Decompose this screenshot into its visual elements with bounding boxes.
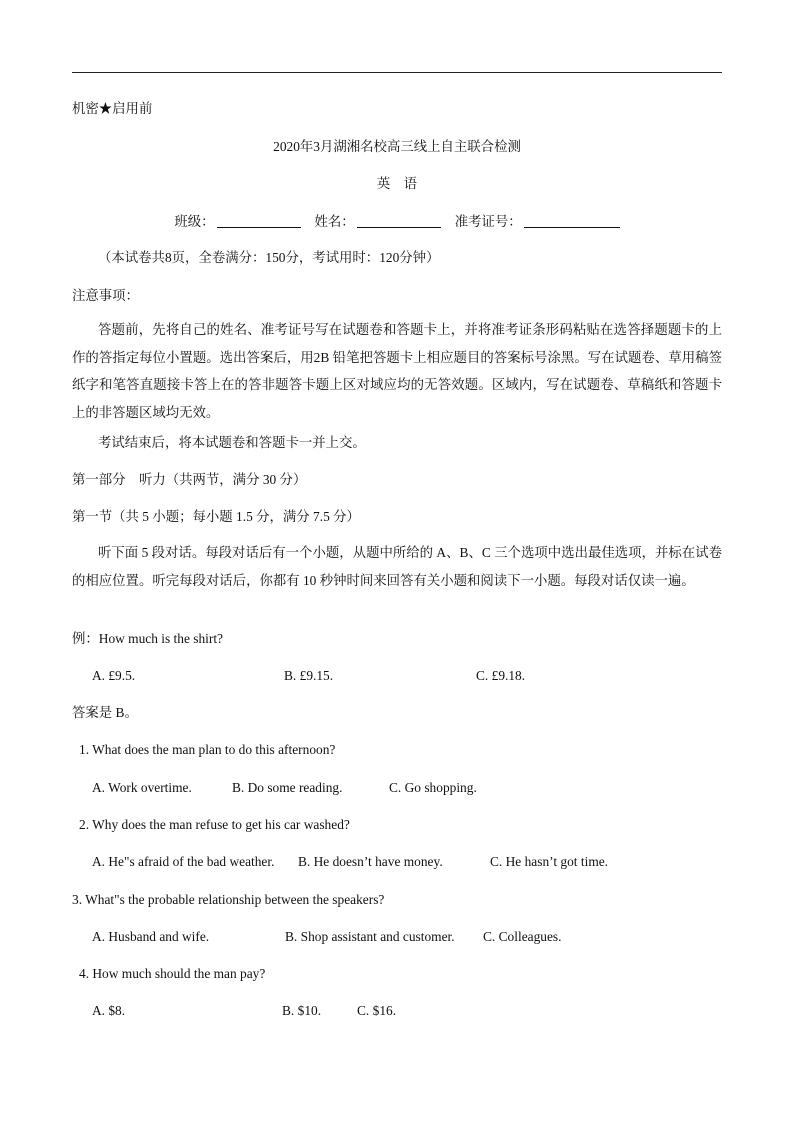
- question-3-option-b: B. Shop assistant and customer.: [285, 929, 455, 944]
- subject-title: 英 语: [376, 176, 418, 191]
- exam-title: 2020年3月湖湘名校高三线上自主联合检测: [273, 139, 521, 154]
- listening-instructions: 听下面 5 段对话。每段对话后有一个小题，从题中所给的 A、B、C 三个选项中选出最佳选项，并标在试卷的相应位置。听完每段对话后，你都有 10 秒钟时间来回答有关小题和阅读下一小题。每段对话仅读一遍。: [72, 545, 722, 588]
- notes-paragraph-1: 答题前，先将自己的姓名、准考证号写在试题卷和答题卡上，并将准考证条形码粘贴在选答择题题卡的上作的答指定每位小置题。选出答案后，用2B 铅笔把答题卡上相应题目的答案标号涂黑。写在试题卷、草用稿签纸字和笔答直题接卡答上在的答非题答卡题上区对域应均的无答效题。区域内，写在试题卷、草稿纸和答题卡上的非答题区域均无效。: [72, 322, 722, 420]
- question-1-option-c: C. Go shopping.: [389, 780, 477, 795]
- question-4-option-b: B. $10.: [282, 1003, 322, 1018]
- exam-id-blank[interactable]: [524, 213, 620, 228]
- example-option-c: C. £9.18.: [476, 668, 526, 683]
- confidential-label: 机密★启用前: [72, 101, 153, 116]
- question-2: 2. Why does the man refuse to get his car washed?: [79, 817, 350, 832]
- name-label: 姓名：: [314, 214, 355, 229]
- exam-info: （本试卷共8页，全卷满分：150分，考试用时：120分钟）: [98, 250, 440, 265]
- question-3-option-c: C. Colleagues.: [483, 929, 562, 944]
- notes-title: 注意事项：: [72, 288, 139, 303]
- notes-paragraph-2: 考试结束后，将本试题卷和答题卡一并上交。: [98, 435, 366, 450]
- question-1-option-b: B. Do some reading.: [232, 780, 343, 795]
- example-option-a: A. £9.5.: [92, 668, 136, 683]
- class-blank[interactable]: [217, 213, 301, 228]
- student-info-fields: [72, 212, 722, 232]
- example-answer: 答案是 B。: [72, 705, 138, 720]
- exam-id-label: 准考证号：: [454, 214, 522, 229]
- question-4: 4. How much should the man pay?: [79, 966, 266, 981]
- question-2-option-a: A. He"s afraid of the bad weather.: [92, 854, 275, 869]
- question-3: 3. What"s the probable relationship between the speakers?: [72, 892, 385, 907]
- question-1: 1. What does the man plan to do this afternoon?: [79, 742, 336, 757]
- question-4-option-c: C. $16.: [357, 1003, 397, 1018]
- name-blank[interactable]: [357, 213, 441, 228]
- question-3-option-a: A. Husband and wife.: [92, 929, 210, 944]
- header-rule: [72, 72, 722, 73]
- question-4-option-a: A. $8.: [92, 1003, 126, 1018]
- part1-title: 第一部分 听力（共两节，满分 30 分）: [72, 472, 307, 487]
- example-question: 例：How much is the shirt?: [72, 631, 223, 646]
- class-label: 班级：: [174, 214, 215, 229]
- section1-title: 第一节（共 5 小题；每小题 1.5 分，满分 7.5 分）: [72, 509, 360, 524]
- question-1-option-a: A. Work overtime.: [92, 780, 192, 795]
- question-2-option-b: B. He doesn’t have money.: [298, 854, 443, 869]
- question-2-option-c: C. He hasn’t got time.: [490, 854, 609, 869]
- example-option-b: B. £9.15.: [284, 668, 334, 683]
